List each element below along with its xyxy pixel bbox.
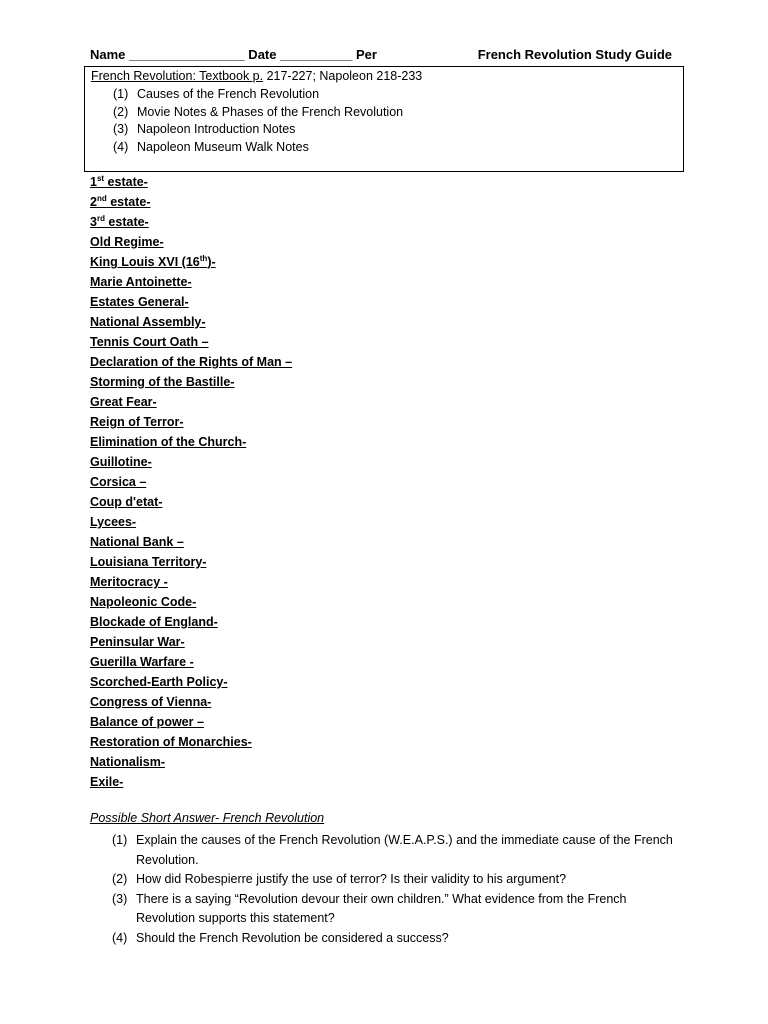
vocab-term: Peninsular War- (90, 635, 185, 649)
item-number: (3) (113, 122, 129, 136)
item-number: (1) (113, 87, 129, 101)
question-number: (1) (112, 833, 128, 847)
item-text: Movie Notes & Phases of the French Revolution (137, 104, 404, 119)
short-answer-question (112, 870, 682, 890)
vocab-term: Restoration of Monarchies- (90, 735, 252, 749)
vocab-term: National Bank – (90, 535, 184, 549)
item-number: (2) (113, 104, 129, 119)
vocab-term: Exile- (90, 775, 124, 789)
vocab-term: Tennis Court Oath – (90, 335, 209, 349)
vocab-term: Napoleonic Code- (90, 595, 197, 609)
vocab-term: National Assembly- (90, 315, 206, 329)
vocab-term: Nationalism- (90, 755, 166, 769)
resources-title-pages: 217-227; Napoleon 218-233 (263, 69, 423, 83)
vocab-term: Meritocracy - (90, 575, 168, 589)
vocab-term: Elimination of the Church- (90, 435, 247, 449)
vocab-term: Scorched-Earth Policy- (90, 675, 228, 689)
vocab-term: 3rd estate- (90, 213, 149, 229)
item-number: (4) (113, 139, 129, 154)
item-text: Napoleon Introduction Notes (137, 122, 296, 136)
name-date-period-line: Name ________________ Date __________ Per (90, 47, 377, 62)
question-number: (3) (112, 891, 128, 906)
resources-title-underlined: French Revolution: Textbook p. (91, 69, 264, 83)
short-answer-heading: Possible Short Answer- French Revolution (90, 811, 325, 825)
resources-item (113, 121, 403, 139)
vocab-term: Marie Antoinette- (90, 275, 192, 289)
question-text: There is a saying “Revolution devour their own children.” What evidence from the French Revolution supports this statement? (136, 891, 627, 925)
vocab-term: Great Fear- (90, 395, 157, 409)
vocab-term: Guerilla Warfare - (90, 655, 194, 669)
vocab-term: Storming of the Bastille- (90, 375, 235, 389)
question-number: (4) (112, 930, 128, 945)
question-text: Should the French Revolution be considered a success? (136, 930, 449, 945)
short-answer-question (112, 929, 682, 949)
short-answer-questions (112, 831, 682, 948)
resources-list (113, 86, 403, 156)
resources-item (113, 104, 403, 122)
short-answer-question (112, 831, 682, 870)
resources-item (113, 139, 403, 157)
resources-box (84, 66, 684, 172)
vocab-term: Reign of Terror- (90, 415, 184, 429)
question-text: How did Robespierre justify the use of terror? Is their validity to his argument? (136, 872, 567, 886)
vocab-term: King Louis XVI (16th)- (90, 253, 216, 269)
resources-item (113, 86, 403, 104)
vocab-term: Blockade of England- (90, 615, 218, 629)
vocab-term: Lycees- (90, 515, 137, 529)
vocab-term: Louisiana Territory- (90, 555, 207, 569)
item-text: Napoleon Museum Walk Notes (137, 139, 309, 154)
vocab-term: Congress of Vienna- (90, 695, 212, 709)
short-answer-question (112, 890, 682, 929)
document-title: French Revolution Study Guide (477, 47, 672, 62)
vocab-term: Coup d'etat- (90, 495, 163, 509)
vocab-term: Balance of power – (90, 715, 204, 729)
vocabulary-terms-list (90, 172, 292, 792)
vocab-term: Estates General- (90, 295, 189, 309)
page-header (90, 47, 672, 65)
vocab-term: Declaration of the Rights of Man – (90, 355, 293, 369)
question-number: (2) (112, 872, 128, 886)
vocab-term: 2nd estate- (90, 193, 151, 209)
question-text: Explain the causes of the French Revolution (W.E.A.P.S.) and the immediate cause of the French Revolution. (136, 833, 673, 867)
vocab-term: Old Regime- (90, 235, 164, 249)
vocab-term: 1st estate- (90, 173, 148, 189)
vocab-term: Corsica – (90, 475, 147, 489)
resources-title (91, 69, 422, 83)
item-text: Causes of the French Revolution (137, 87, 320, 101)
vocab-term: Guillotine- (90, 455, 152, 469)
